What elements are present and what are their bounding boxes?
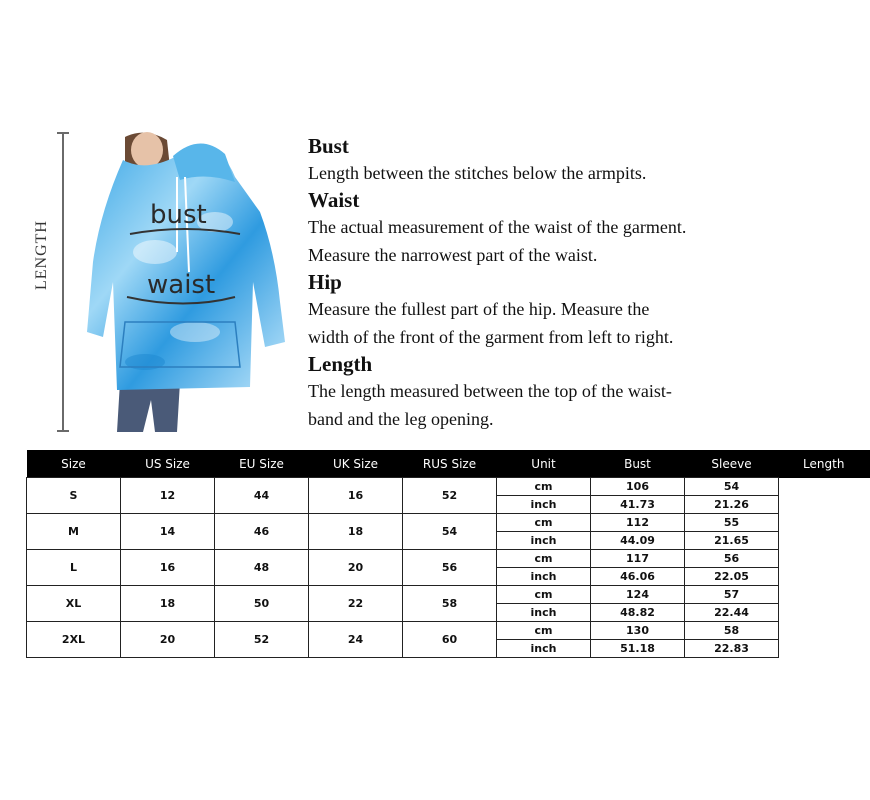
table-row bbox=[27, 622, 870, 640]
cell-size: XL bbox=[27, 586, 121, 622]
cell-us-size: 12 bbox=[121, 478, 215, 514]
header-length: Length bbox=[779, 450, 870, 478]
cell-bust: 117 bbox=[591, 550, 685, 568]
hoodie-illustration bbox=[85, 132, 300, 432]
cell-eu-size: 52 bbox=[215, 622, 309, 658]
waist-text-2: Measure the narrowest part of the waist. bbox=[308, 245, 598, 265]
measurement-descriptions bbox=[308, 133, 788, 433]
cell-unit: cm bbox=[497, 586, 591, 604]
length-text-2: band and the leg opening. bbox=[308, 409, 494, 429]
cell-bust: 41.73 bbox=[591, 496, 685, 514]
cell-length: 57 bbox=[685, 586, 779, 604]
cell-eu-size: 46 bbox=[215, 514, 309, 550]
cell-uk-size: 24 bbox=[309, 622, 403, 658]
cell-length: 22.05 bbox=[685, 568, 779, 586]
ruler-top-cap bbox=[57, 132, 69, 134]
hip-text-1: Measure the fullest part of the hip. Measure the bbox=[308, 299, 650, 319]
cell-length: 22.44 bbox=[685, 604, 779, 622]
cell-bust: 48.82 bbox=[591, 604, 685, 622]
bust-heading: Bust bbox=[308, 134, 349, 158]
header-sleeve: Sleeve bbox=[685, 450, 779, 478]
ruler-line bbox=[62, 132, 64, 432]
length-heading: Length bbox=[308, 352, 373, 376]
cell-unit: cm bbox=[497, 550, 591, 568]
cell-us-size: 20 bbox=[121, 622, 215, 658]
length-text-1: The length measured between the top of the waist- bbox=[308, 381, 672, 401]
length-ruler bbox=[57, 132, 69, 432]
cell-rus-size: 60 bbox=[403, 622, 497, 658]
cell-bust: 124 bbox=[591, 586, 685, 604]
cell-rus-size: 54 bbox=[403, 514, 497, 550]
cell-us-size: 14 bbox=[121, 514, 215, 550]
header-us-size: US Size bbox=[121, 450, 215, 478]
cell-bust: 112 bbox=[591, 514, 685, 532]
cell-length: 21.26 bbox=[685, 496, 779, 514]
cell-size: S bbox=[27, 478, 121, 514]
cell-eu-size: 48 bbox=[215, 550, 309, 586]
waist-label: waist bbox=[147, 270, 216, 300]
cell-bust: 106 bbox=[591, 478, 685, 496]
header-rus-size: RUS Size bbox=[403, 450, 497, 478]
cell-us-size: 16 bbox=[121, 550, 215, 586]
cell-unit: inch bbox=[497, 568, 591, 586]
cell-uk-size: 18 bbox=[309, 514, 403, 550]
cell-length: 56 bbox=[685, 550, 779, 568]
waist-text-1: The actual measurement of the waist of the garment. bbox=[308, 217, 687, 237]
cell-bust: 46.06 bbox=[591, 568, 685, 586]
face-shape bbox=[131, 132, 163, 168]
size-table bbox=[26, 450, 870, 658]
cell-unit: inch bbox=[497, 640, 591, 658]
cell-uk-size: 20 bbox=[309, 550, 403, 586]
table-row bbox=[27, 514, 870, 532]
cell-unit: cm bbox=[497, 514, 591, 532]
cell-size: 2XL bbox=[27, 622, 121, 658]
table-row bbox=[27, 478, 870, 496]
cell-length: 21.65 bbox=[685, 532, 779, 550]
ruler-bottom-cap bbox=[57, 430, 69, 432]
cell-unit: inch bbox=[497, 532, 591, 550]
cell-rus-size: 56 bbox=[403, 550, 497, 586]
header-size: Size bbox=[27, 450, 121, 478]
cell-bust: 51.18 bbox=[591, 640, 685, 658]
cell-rus-size: 58 bbox=[403, 586, 497, 622]
size-chart bbox=[26, 450, 845, 658]
cell-bust: 130 bbox=[591, 622, 685, 640]
cell-eu-size: 50 bbox=[215, 586, 309, 622]
header-bust: Bust bbox=[591, 450, 685, 478]
cell-length: 55 bbox=[685, 514, 779, 532]
cell-rus-size: 52 bbox=[403, 478, 497, 514]
hip-text-2: width of the front of the garment from left to right. bbox=[308, 327, 674, 347]
header-uk-size: UK Size bbox=[309, 450, 403, 478]
header-unit: Unit bbox=[497, 450, 591, 478]
cell-length: 54 bbox=[685, 478, 779, 496]
cell-size: L bbox=[27, 550, 121, 586]
table-row bbox=[27, 550, 870, 568]
cell-unit: inch bbox=[497, 496, 591, 514]
cell-unit: cm bbox=[497, 622, 591, 640]
cell-uk-size: 16 bbox=[309, 478, 403, 514]
cell-size: M bbox=[27, 514, 121, 550]
bust-label: bust bbox=[150, 200, 207, 230]
cell-length: 58 bbox=[685, 622, 779, 640]
length-label: LENGTH bbox=[33, 220, 50, 290]
bust-text: Length between the stitches below the armpits. bbox=[308, 163, 647, 183]
hip-heading: Hip bbox=[308, 270, 342, 294]
waist-heading: Waist bbox=[308, 188, 360, 212]
hood-shape bbox=[173, 143, 235, 182]
cell-us-size: 18 bbox=[121, 586, 215, 622]
table-row bbox=[27, 586, 870, 604]
table-header-row bbox=[27, 450, 870, 478]
cell-uk-size: 22 bbox=[309, 586, 403, 622]
cell-eu-size: 44 bbox=[215, 478, 309, 514]
cell-bust: 44.09 bbox=[591, 532, 685, 550]
cell-unit: cm bbox=[497, 478, 591, 496]
cell-length: 22.83 bbox=[685, 640, 779, 658]
header-eu-size: EU Size bbox=[215, 450, 309, 478]
cell-unit: inch bbox=[497, 604, 591, 622]
